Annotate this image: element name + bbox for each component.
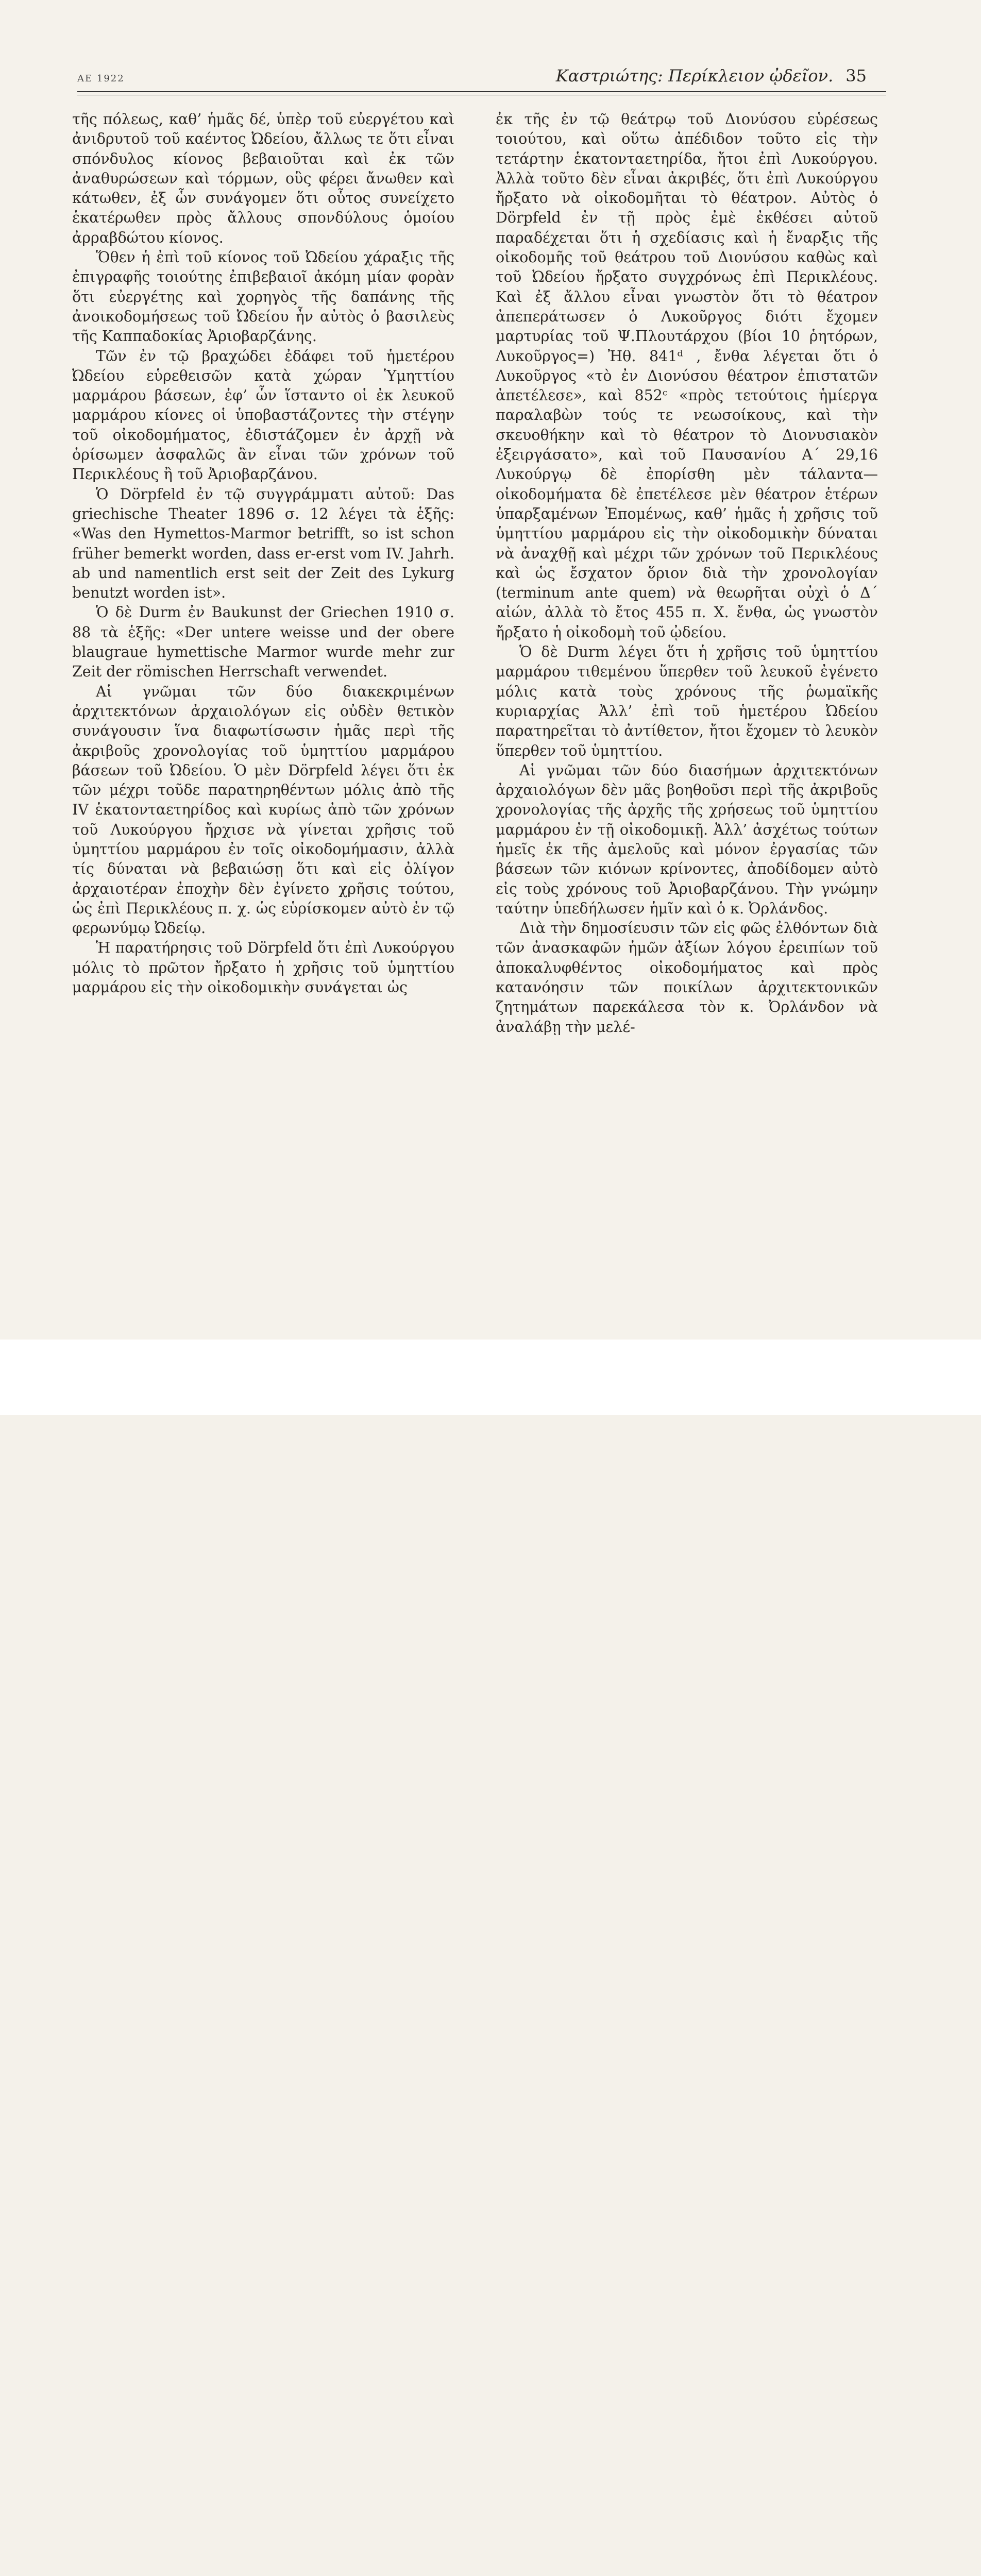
left-column — [72, 110, 454, 997]
digitization-footer — [0, 1340, 981, 1415]
paragraph: ἐκ τῆς ἐν τῷ θεάτρῳ τοῦ Διονύσου εὑρέσεως τοιούτου, καὶ οὕτω ἀπέδιδον τοῦτο εἰς τὴν τετάρτην ἑκατονταετηρίδα, ἤτοι ἐπὶ Λυκούργου. Ἀλλὰ τοῦτο δὲν εἶναι ἀκριβές, ὅτι ἐπὶ Λυκούργου ἤρξατο νὰ οἰκοδομῆται τὸ θέατρον. Αὐτὸς ὁ Dörpfeld ἐν τῇ πρὸς ἐμὲ ἐκθέσει αὐτοῦ παραδέχεται ὅτι ἡ σχεδίασις καὶ ἡ ἔναρξις τῆς οἰκοδομῆς τοῦ θεάτρου τοῦ Διονύσου καθὼς καὶ τοῦ Ὠδείου ἤρξατο συγχρόνως ἐπὶ Περικλέους. Καὶ ἐξ ἄλλου εἶναι γνωστὸν ὅτι τὸ θέατρον ἀπεπεράτωσεν ὁ Λυκοῦργος διότι ἔχομεν μαρτυρίας τοῦ Ψ.Πλουτάρχου (βίοι 10 ῥητόρων, Λυκοῦργος=) Ἠθ. 841ᵈ , ἔνθα λέγεται ὅτι ὁ Λυκοῦργος «τὸ ἐν Διονύσου θέατρον ἐπιστατῶν ἀπετέλεσε», καὶ 852ᶜ «πρὸς τετούτοις ἡμίεργα παραλαβὼν τούς τε νεωσοίκους, καὶ τὴν σκευοθήκην καὶ τὸ θέατρον τὸ Διονυσιακὸν ἐξειργάσατο», καὶ τοῦ Παυσανίου Α΄ 29,16 Λυκούργῳ δὲ ἐπορίσθη μὲν τάλαντα—οἰκοδομήματα δὲ ἐπετέλεσε μὲν θέατρον ἑτέρων ὑπαρξαμένων Ἐπομένως, καθ’ ἡμᾶς ἡ χρῆσις τοῦ ὑμηττίου μαρμάρου εἰς τὴν οἰκοδομικὴν δύναται νὰ ἀναχθῇ καὶ μέχρι τῶν χρόνων τοῦ Περικλέους καὶ ὡς ἔσχατον ὅριον διὰ τὴν χρονολογίαν (terminum ante quem) νὰ θεωρῆται οὐχὶ ὁ Δ΄ αἰών, ἀλλὰ τὸ ἔτος 455 π. Χ. ἔνθα, ὡς γνωστὸν ἤρξατο ἡ οἰκοδομὴ τοῦ ᾠδείου. — [496, 111, 878, 641]
journal-label: ΑΕ 1922 — [77, 73, 125, 84]
paragraph: Διὰ τὴν δημοσίευσιν τῶν εἰς φῶς ἐλθόντων διὰ τῶν ἀνασκαφῶν ἡμῶν ἀξίων λόγου ἐρειπίων τοῦ ἀποκαλυφθέντος οἰκοδομήματος καὶ πρὸς κατανόησιν τῶν ποικίλων ἀρχιτεκτονικῶν ζητημάτων παρεκάλεσα τὸν κ. Ὀρλάνδον νὰ ἀναλάβῃ τὴν μελέ- — [496, 920, 878, 1036]
running-title: Καστριώτης: Περίκλειον ᾠδεῖον. — [555, 66, 834, 86]
paragraph: Αἱ γνῶμαι τῶν δύο διασήμων ἀρχιτεκτόνων ἀρχαιολόγων δὲν μᾶς βοηθοῦσι περὶ τῆς ἀκριβοῦς χρονολογίας τῆς ἀρχῆς τῆς χρήσεως τοῦ ὑμηττίου μαρμάρου ἐν τῇ οἰκοδομικῇ. Ἀλλ’ ἀσχέτως τούτων ἡμεῖς ἐκ τῆς ἀμελοῦς καὶ μόνον ἐργασίας τῶν βάσεων τῶν κιόνων κρίνοντες, ἀποδίδομεν αὐτὸ εἰς τοὺς χρόνους τοῦ Ἀριοβαρζάνου. Τὴν γνώμην ταύτην ὑπεδήλωσεν ἡμῖν καὶ ὁ κ. Ὀρλάνδος. — [496, 761, 878, 917]
paragraph: τῆς πόλεως, καθ’ ἡμᾶς δέ, ὑπὲρ τοῦ εὐεργέτου καὶ ἀνιδρυτοῦ τοῦ καέντος Ὠδείου, ἄλλως τε ὅτι εἶναι σπόνδυλος κίονος βεβαιοῦται καὶ ἐκ τῶν ἀναθυρώσεων καὶ τόρμων, οὓς φέρει ἄνωθεν καὶ κάτωθεν, ἐξ ὧν συνάγομεν ὅτι οὗτος συνείχετο ἑκατέρωθεν πρὸς ἄλλους σπονδύλους ὁμοίου ἀρραβδώτου κίονος. — [72, 111, 454, 246]
paragraph: Τῶν ἐν τῷ βραχώδει ἐδάφει τοῦ ἡμετέρου Ὠδείου εὑρεθεισῶν κατὰ χώραν Ὑμηττίου μαρμάρου βάσεων, ἐφ’ ὧν ἵσταντο οἱ ἐκ λευκοῦ μαρμάρου κίονες οἱ ὑποβαστάζοντες τὴν στέγην τοῦ οἰκοδομήματος, ἐδιστάζομεν ἐν ἀρχῇ νὰ ὁρίσωμεν ἀσφαλῶς ἂν εἶναι τῶν χρόνων τοῦ Περικλέους ἢ τοῦ Ἀριοβαρζάνου. — [72, 347, 454, 483]
paragraph: Ὅθεν ἡ ἐπὶ τοῦ κίονος τοῦ Ὠδείου χάραξις τῆς ἐπιγραφῆς τοιούτης ἐπιβεβαιοῖ ἀκόμη μίαν φορὰν ὅτι εὐεργέτης καὶ χορηγὸς τῆς δαπάνης τῆς ἀνοικοδομήσεως τοῦ Ὠδείου ἦν αὐτὸς ὁ βασιλεὺς τῆς Καππαδοκίας Ἀριοβαρζάνης. — [72, 249, 454, 345]
paragraph: Ὁ δὲ Durm ἐν Baukunst der Griechen 1910 σ. 88 τὰ ἑξῆς: «Der untere weisse und der obere blaugraue hymettische Marmor wurde mehr zur Zeit der römischen Herrschaft verwendet. — [72, 604, 454, 681]
paragraph: Ἡ παρατήρησις τοῦ Dörpfeld ὅτι ἐπὶ Λυκούργου μόλις τὸ πρῶτον ἤρξατο ἡ χρῆσις τοῦ ὑμηττίου μαρμάρου εἰς τὴν οἰκοδομικὴν συνάγεται ὡς — [72, 939, 454, 996]
page-number: 35 — [845, 66, 867, 86]
paragraph: Ὁ Dörpfeld ἐν τῷ συγγράμματι αὐτοῦ: Das griechische Theater 1896 σ. 12 λέγει τὰ ἑξῆς: «Was den Hymettos-Marmor betrifft, so ist schon früher bemerkt worden, dass er-erst vom IV. Jahrh. ab und namentlich erst seit der Zeit des Lykurg benutzt worden ist». — [72, 485, 454, 602]
right-column — [496, 110, 878, 1037]
paragraph: Αἱ γνῶμαι τῶν δύο διακεκριμένων ἀρχιτεκτόνων ἀρχαιολόγων εἰς οὐδὲν θετικὸν συνάγουσιν ἵνα διαφωτίσωσιν ἡμᾶς περὶ τῆς ἀκριβοῦς χρονολογίας τοῦ ὑμηττίου μαρμάρου βάσεων τοῦ Ὠδείου. Ὁ μὲν Dörpfeld λέγει ὅτι ἐκ τῶν μέχρι τοῦδε παρατηρηθέντων μόλις ἀπὸ τῆς IV ἑκατονταετηρίδος καὶ κυρίως ἀπὸ τῶν χρόνων τοῦ Λυκούργου ἤρχισε νὰ γίνεται χρῆσις τοῦ ὑμηττίου μαρμάρου ἐν τοῖς οἰκοδομήμασιν, ἀλλὰ τίς δύναται νὰ βεβαιώσῃ ὅτι καὶ εἰς ὀλίγον ἀρχαιοτέραν ἐποχὴν δὲν ἐγίνετο χρῆσις τούτου, ὡς ἐπὶ Περικλέους π. χ. ὡς εὑρίσκομεν αὐτὸ ἐν τῷ φερωνύμῳ Ὠδείῳ. — [72, 683, 454, 937]
running-header — [556, 66, 867, 86]
header-rule — [77, 91, 886, 92]
paragraph: Ὁ δὲ Durm λέγει ὅτι ἡ χρῆσις τοῦ ὑμηττίου μαρμάρου τιθεμένου ὕπερθεν τοῦ λευκοῦ ἐγένετο μόλις κατὰ τοὺς χρόνους τῆς ῥωμαϊκῆς κυριαρχίας Ἀλλ’ ἐπὶ τοῦ ἡμετέρου Ὠδείου παρατηρεῖται τὸ ἀντίθετον, ἤτοι ἔχομεν τὸ λευκὸν ὕπερθεν τοῦ ὑμηττίου. — [496, 643, 878, 759]
